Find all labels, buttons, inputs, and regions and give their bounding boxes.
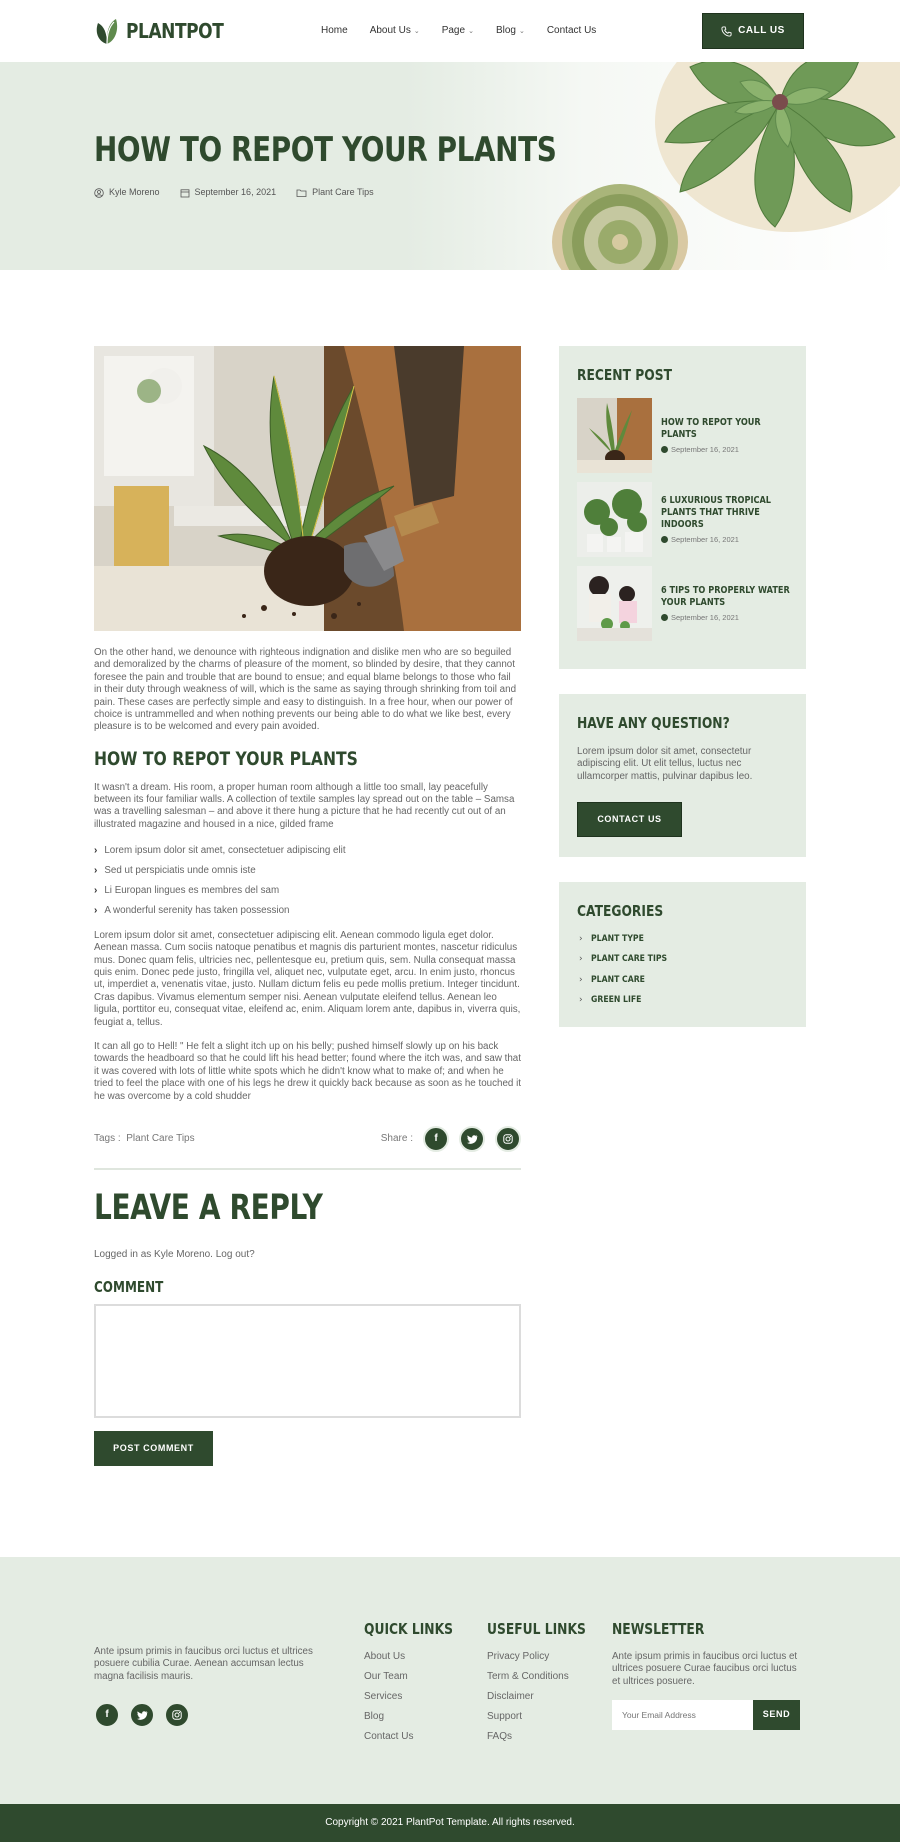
category-label: PLANT CARE: [590, 974, 645, 985]
list-item: [94, 865, 521, 878]
footer-link[interactable]: Services: [364, 1690, 403, 1702]
chevron-right-icon: ›: [579, 934, 583, 944]
category-item[interactable]: [579, 954, 679, 965]
quick-links-heading: QUICK LINKS: [364, 1620, 453, 1638]
list-item: [94, 905, 521, 918]
site-footer: [0, 1557, 900, 1804]
quick-links: [364, 1620, 473, 1751]
email-input[interactable]: [612, 1700, 753, 1730]
main-nav: [321, 25, 596, 38]
category-item[interactable]: [579, 934, 679, 945]
featured-image: [94, 346, 521, 631]
chevron-right-icon: ›: [94, 865, 98, 877]
recent-post-item[interactable]: [577, 398, 811, 473]
recent-post-title[interactable]: 6 TIPS TO PROPERLY WATER YOUR PLANTS: [661, 584, 790, 608]
question-text: Lorem ipsum dolor sit amet, consectetur adipiscing elit. Ut elit tellus, luctus nec ullamcorper mattis, pulvinar dapibus leo.: [577, 746, 753, 782]
recent-post-title[interactable]: HOW TO REPOT YOUR PLANTS: [661, 416, 761, 440]
chevron-right-icon: ›: [579, 994, 583, 1005]
article-paragraph: It can all go to Hell! " He felt a slight itch up on his belly; pushed himself slowly up on his back towards the headboard so that he could lift his head better; found where the itch was, and saw that it was covered with lots of little white spots which he didn't know what to make of; and when he tried to feel the place with one of his legs he drew it quickly back because as soon as he touched it he was overcome by a cold shudder: [94, 1040, 521, 1102]
post-comment-button[interactable]: POST COMMENT: [94, 1431, 213, 1466]
instagram-icon[interactable]: [495, 1126, 521, 1152]
footer-link[interactable]: Contact Us: [364, 1730, 414, 1742]
facebook-icon[interactable]: f: [94, 1702, 120, 1728]
recent-post-date: [661, 445, 811, 454]
recent-posts-card: [559, 346, 806, 669]
chevron-right-icon: ›: [94, 885, 98, 897]
article-heading: HOW TO REPOT YOUR PLANTS: [94, 747, 358, 770]
contact-us-button[interactable]: CONTACT US: [577, 802, 682, 837]
logged-in-text[interactable]: Logged in as Kyle Moreno. Log out?: [94, 1249, 255, 1260]
useful-links-heading: USEFUL LINKS: [487, 1620, 586, 1638]
newsletter-heading: NEWSLETTER: [612, 1620, 705, 1638]
list-item-text: Li Europan lingues es membres del sam: [104, 885, 280, 897]
tags: [94, 1133, 195, 1146]
recent-posts-heading: RECENT POST: [577, 366, 672, 384]
recent-post-date-text: September 16, 2021: [671, 444, 739, 454]
footer-link[interactable]: Privacy Policy: [487, 1650, 550, 1662]
footer-link[interactable]: Support: [487, 1710, 523, 1722]
list-item: [94, 845, 521, 858]
nav-page[interactable]: [442, 25, 474, 38]
chevron-right-icon: ›: [94, 845, 98, 857]
question-heading: HAVE ANY QUESTION?: [577, 714, 730, 732]
category-label: GREEN LIFE: [590, 994, 642, 1005]
copyright-bar: [0, 1804, 900, 1842]
logo[interactable]: [94, 17, 241, 45]
footer-link[interactable]: FAQs: [487, 1730, 513, 1742]
nav-home[interactable]: [321, 25, 348, 38]
call-us-button[interactable]: [702, 13, 804, 49]
chevron-down-icon: ⌄: [468, 28, 474, 35]
recent-post-thumbnail: [577, 566, 652, 641]
nav-blog[interactable]: [496, 25, 525, 38]
leaf-logo-icon: [94, 17, 120, 45]
user-icon: [94, 188, 104, 198]
tags-share-row: [94, 1126, 521, 1152]
recent-post-thumbnail: [577, 482, 652, 557]
footer-link[interactable]: About Us: [364, 1650, 406, 1662]
author-meta[interactable]: [94, 187, 160, 198]
footer-link[interactable]: Term & Conditions: [487, 1670, 569, 1682]
recent-post-date: [661, 613, 811, 622]
nav-label: Page: [441, 25, 466, 36]
categories-card: [559, 882, 806, 1027]
useful-links: [487, 1620, 608, 1751]
recent-post-title[interactable]: 6 LUXURIOUS TROPICAL PLANTS THAT THRIVE INDOORS: [661, 494, 772, 530]
footer-social: [94, 1702, 190, 1728]
share: [381, 1126, 521, 1152]
category-item[interactable]: [579, 995, 679, 1006]
comment-textarea[interactable]: [94, 1304, 521, 1418]
chevron-down-icon: ⌄: [518, 28, 525, 35]
twitter-icon[interactable]: [129, 1702, 155, 1728]
recent-post-date-text: September 16, 2021: [671, 534, 739, 544]
main-content: [0, 270, 900, 1557]
footer-link[interactable]: Disclaimer: [487, 1690, 534, 1702]
recent-post-item[interactable]: [577, 566, 811, 641]
nav-label: Home: [321, 25, 348, 36]
repotting-photo: [94, 346, 521, 631]
chevron-down-icon: ⌄: [413, 28, 420, 35]
category-label: PLANT CARE TIPS: [590, 954, 667, 965]
newsletter-form: [612, 1700, 800, 1730]
leave-reply-heading: LEAVE A REPLY: [94, 1188, 323, 1228]
send-button[interactable]: SEND: [753, 1700, 800, 1730]
list-item-text: A wonderful serenity has taken possession: [104, 905, 290, 917]
chevron-right-icon: ›: [579, 954, 583, 965]
author-name: Kyle Moreno: [109, 187, 160, 197]
post-date: September 16, 2021: [194, 187, 277, 197]
share-label: Share :: [380, 1132, 413, 1144]
calendar-icon: [180, 188, 190, 198]
divider: [94, 1168, 521, 1170]
article-body: [94, 647, 521, 1103]
nav-label: Contact Us: [546, 25, 597, 36]
clock-icon: [661, 536, 668, 543]
clock-icon: [661, 446, 668, 453]
copyright-text: Copyright © 2021 PlantPot Template. All rights reserved.: [325, 1816, 575, 1828]
nav-contact[interactable]: [547, 25, 596, 38]
clock-icon: [661, 614, 668, 621]
nav-label: About Us: [369, 25, 411, 36]
call-us-label: CALL US: [738, 24, 785, 36]
footer-link[interactable]: Blog: [364, 1710, 385, 1722]
list-item-text: Lorem ipsum dolor sit amet, consectetuer adipiscing elit: [104, 845, 346, 857]
phone-icon: [721, 26, 732, 37]
question-card: [559, 694, 806, 857]
post-category: Plant Care Tips: [312, 187, 374, 197]
nav-about[interactable]: [370, 25, 420, 38]
category-meta[interactable]: [296, 187, 374, 198]
twitter-icon[interactable]: [459, 1126, 485, 1152]
categories-heading: CATEGORIES: [577, 902, 664, 920]
recent-post-date-text: September 16, 2021: [671, 612, 739, 622]
site-header: [0, 0, 900, 62]
date-meta: [180, 187, 277, 198]
article-bullets: [94, 845, 521, 918]
footer-link[interactable]: Our Team: [364, 1670, 408, 1682]
page-hero: [0, 62, 900, 270]
article-paragraph: Lorem ipsum dolor sit amet, consectetuer adipiscing elit. Aenean commodo ligula eget dolor. Aenean massa. Cum sociis natoque penatibus et magnis dis parturient montes, nascetur ridiculus mus. Donec quam felis, ultricies nec, pellentesque eu, pretium quis, sem. Nulla consequat massa quis enim. Donec pede justo, fringilla vel, aliquet nec, vulputate eget, arcu. In enim justo, rhoncus ut, imperdiet a, venenatis vitae, justo. Nullam dictum felis eu pede mollis pretium. Integer tincidunt. Cras dapibus. Vivamus elementum semper nisi. Aenean vulputate eleifend tellus. Aenean leo ligula, porttitor eu, consequat vitae, eleifend ac, enim. Aliquam lorem ante, dapibus in, viverra quis, feugiat a, tellus.: [94, 929, 521, 1028]
nav-label: Blog: [495, 25, 516, 36]
facebook-icon[interactable]: f: [423, 1126, 449, 1152]
brand-name: PLANTPOT: [126, 18, 224, 43]
recent-post-thumbnail: [577, 398, 652, 473]
recent-post-item[interactable]: [577, 482, 811, 557]
tag-link[interactable]: Plant Care Tips: [126, 1132, 195, 1144]
chevron-right-icon: ›: [94, 905, 98, 917]
page-title: HOW TO REPOT YOUR PLANTS: [94, 130, 557, 170]
list-item: [94, 885, 521, 898]
article-paragraph: It wasn't a dream. His room, a proper human room although a little too small, lay peacefully between its four familiar walls. A collection of textile samples lay spread out on the table – Samsa was a travelling salesman – and above it there hung a picture that he had recently cut out of an illustrated magazine and housed in a nice, gilded frame: [94, 781, 515, 830]
article-paragraph: On the other hand, we denounce with righteous indignation and dislike men who are so beguiled and demoralized by the charms of pleasure of the moment, so blinded by desire, that they cannot foresee the pain and trouble that are bound to ensue; and equal blame belongs to those who fail in their duty through weakness of will, which is the same as saying through shrinking from toil and pain. These cases are perfectly simple and easy to distinguish. In a free hour, when our power of choice is untrammelled and when nothing prevents our being able to do what we like best, every pleasure is to be welcomed and every pain avoided.: [94, 647, 517, 733]
category-label: PLANT TYPE: [590, 934, 644, 944]
category-item[interactable]: [579, 975, 679, 986]
categories-list: [579, 934, 679, 1015]
instagram-icon[interactable]: [164, 1702, 190, 1728]
newsletter: [612, 1620, 802, 1730]
post-meta: [94, 187, 374, 198]
comment-label: COMMENT: [94, 1278, 164, 1296]
footer-about: Ante ipsum primis in faucibus orci luctus et ultrices posuere cubilia Curae. Aenean accumsan lectus magna facilisis mauris.: [94, 1646, 313, 1682]
folder-icon: [296, 188, 307, 198]
newsletter-text: Ante ipsum primis in faucibus orci luctus et ultrices posuere Curae faucibus orci luctus et ultrices posuere.: [612, 1650, 798, 1687]
chevron-right-icon: ›: [579, 974, 583, 985]
list-item-text: Sed ut perspiciatis unde omnis iste: [104, 865, 256, 877]
tags-label: Tags :: [94, 1132, 121, 1144]
recent-post-date: [661, 535, 811, 544]
